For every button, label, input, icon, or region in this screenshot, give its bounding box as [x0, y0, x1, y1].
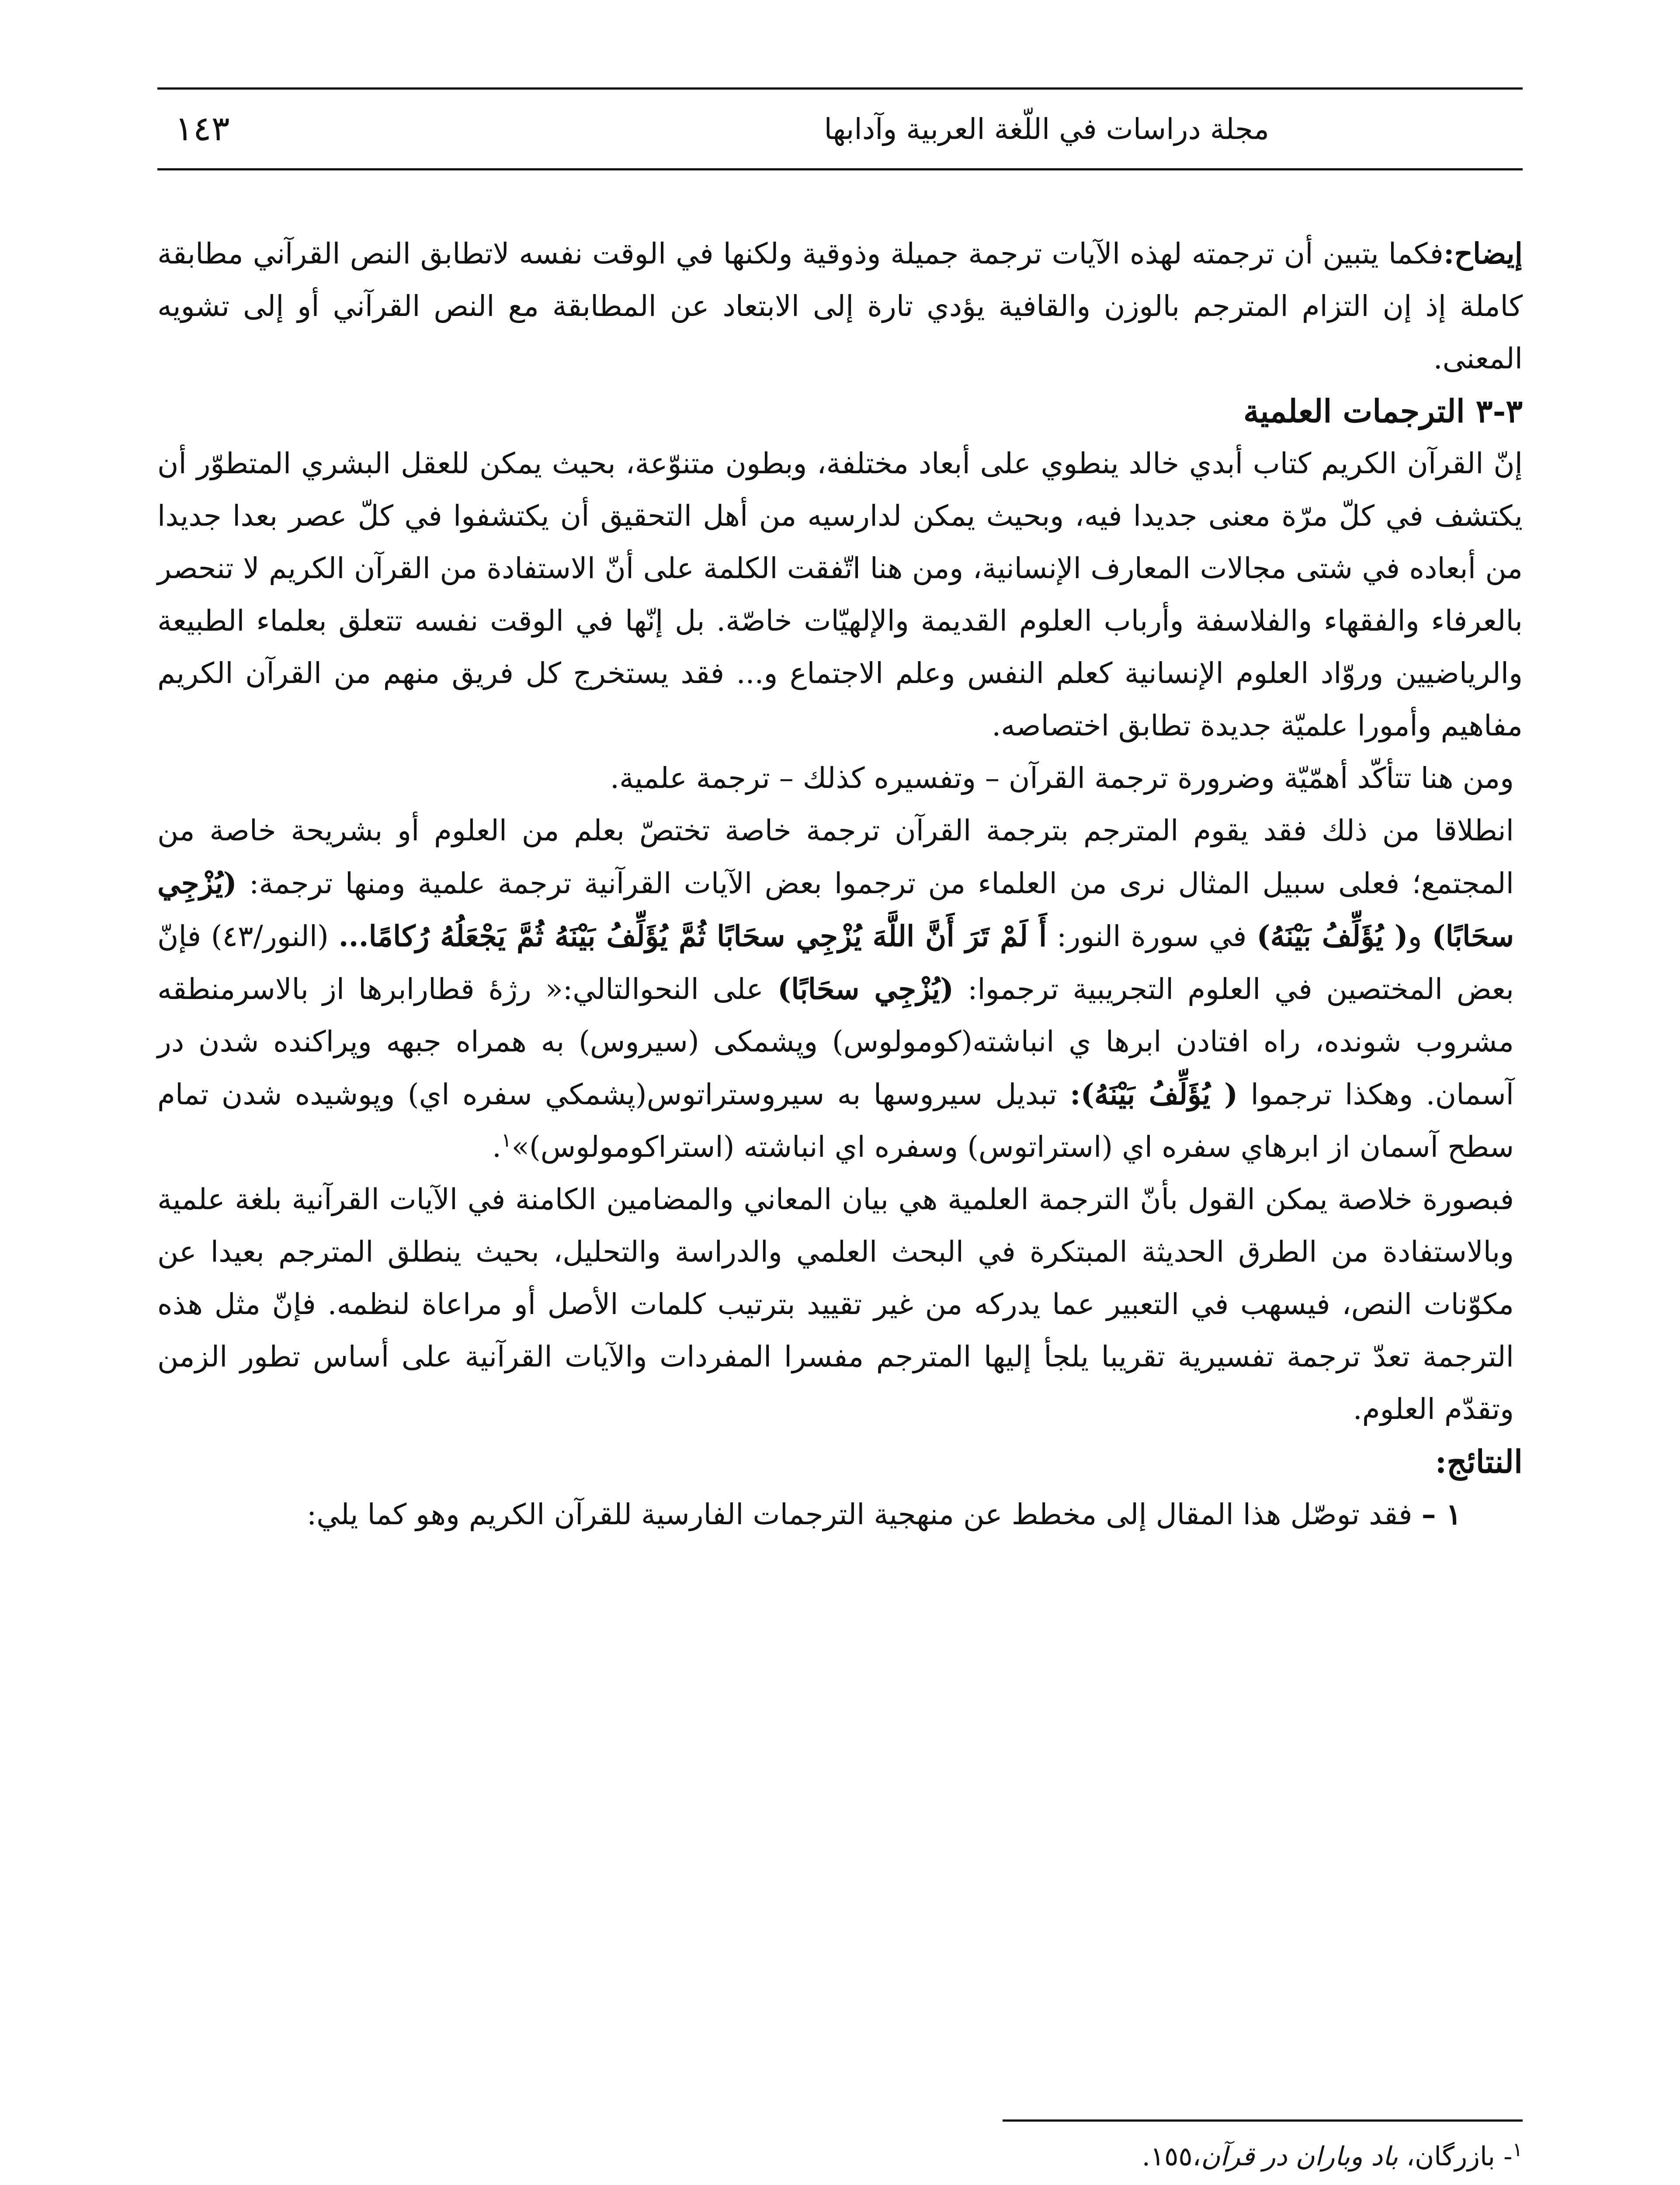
- paragraph-2: ومن هنا تتأكّد أهمّيّة وضرورة ترجمة القرآن – وتفسيره كذلك – ترجمة علمية.: [610, 761, 1514, 795]
- clarify-label: إيضاح:: [1443, 236, 1523, 271]
- footnote-suffix: ،١٥٥.: [1142, 2141, 1201, 2172]
- result-number: ١ –: [1421, 1497, 1461, 1531]
- journal-title: مجلة دراسات في اللّغة العربية وآدابها: [824, 112, 1269, 146]
- footnote-divider: [1003, 2119, 1523, 2122]
- footnote-title: باد وباران در قرآن: [1201, 2141, 1398, 2172]
- paragraph-1: إنّ القرآن الكريم كتاب أبدي خالد ينطوي على أبعاد مختلفة، وبطون متنوّعة، بحيث يمكن للعقل البشري المتطوّر أن يكتشف في كلّ مرّة معنى جديدا فيه، وبحيث يمكن لدارسيه من أهل التحقيق أن يكتشفوا في كلّ عصر بعدا جديدا من أبعاده في شتى مجالات المعارف الإنسانية، ومن هنا اتّفقت الكلمة على أنّ الاستفادة من القرآن الكريم لا تنحصر بالعرفاء والفقهاء والفلاسفة وأرباب العلوم القديمة والإلهيّات خاصّة. بل إنّها في الوقت نفسه تتعلق بعلماء الطبيعة والرياضيين وروّاد العلوم الإنسانية كعلم النفس وعلم الاجتماع و... فقد يستخرج كل فريق منهم من القرآن الكريم مفاهيم وأمورا علميّة جديدة تطابق اختصاصه.: [157, 447, 1523, 742]
- quran-phrase-1: (يُزْجِي سحَابًا): [157, 866, 1514, 953]
- clarify-paragraph: [157, 227, 1523, 385]
- paragraph-3: [157, 805, 1523, 1173]
- clarify-text: فكما يتبين أن ترجمته لهذه الآيات ترجمة جميلة وذوقية ولكنها في الوقت نفسه لاتطابق النص القرآني مطابقة كاملة إذ إن التزام المترجم بالوزن والقافية يؤدي تارة إلى الابتعاد عن المطابقة مع النص القرآني أو إلى تشويه المعنى.: [157, 237, 1523, 375]
- quran-phrase-3: (يُزْجِي سحَابًا): [777, 972, 954, 1006]
- page-number: ١٤٣: [175, 109, 230, 149]
- paragraph-3-end: .: [492, 1130, 501, 1164]
- result-text: فقد توصّل هذا المقال إلى مخطط عن منهجية الترجمات الفارسية للقرآن الكريم وهو كما يلي:: [307, 1498, 1422, 1531]
- result-item-1: [157, 1488, 1523, 1541]
- quran-verse: أَ لَمْ تَرَ أَنَّ اللَّهَ يُزْجِي سحَابًا ثُمَّ يُؤَلِّفُ بَيْنَهُ ثُمَّ يَجْعَلُهُ رُكامًا...: [338, 919, 1047, 953]
- paragraph-3-text-d: (النور/٤٣) فإنّ بعض المختصين في العلوم التجريبية ترجموا:: [157, 919, 1514, 1006]
- paragraph-3-text-b: و: [1408, 919, 1432, 953]
- quran-phrase-4: ( يُؤَلِّفُ بَيْنَهُ):: [1070, 1077, 1238, 1111]
- paragraph-3-text-c: في سورة النور:: [1047, 919, 1257, 953]
- footnote: [157, 2133, 1523, 2181]
- section-heading: ٣-٣ الترجمات العلمية: [1243, 392, 1523, 430]
- quran-phrase-2: ( يُؤَلِّفُ بَيْنَهُ): [1257, 919, 1408, 953]
- footnote-marker: ١: [1512, 2139, 1523, 2161]
- paragraph-3-text-e: على النحوالتالي:« رژۀ قطارابرها از بالاسرمنطقه مشروب شونده، راه افتادن ابرها ي انباشته(كومولوس) وپشمكى (سيروس) به همراه جبهه وپراكنده شدن در آسمان. وهكذا ترجموا: [157, 972, 1514, 1111]
- page-header: [157, 87, 1523, 170]
- results-heading: النتائج:: [1435, 1443, 1523, 1480]
- page-body: [157, 227, 1523, 1541]
- paragraph-4: فبصورة خلاصة يمكن القول بأنّ الترجمة العلمية هي بيان المعاني والمضامين الكامنة في الآيات القرآنية بلغة علمية وبالاستفادة من الطرق الحديثة المبتكرة في البحث العلمي والدراسة والتحليل، بحيث ينطلق المترجم بعيدا عن مكوّنات النص، فيسهب في التعبير عما يدركه من غير تقييد بترتيب كلمات الأصل أو مراعاة لنظمه. فإنّ مثل هذه الترجمة تعدّ ترجمة تفسيرية تقريبا يلجأ إليها المترجم مفسرا المفردات والآيات القرآنية على أساس تطور الزمن وتقدّم العلوم.: [157, 1183, 1514, 1426]
- footnote-ref[interactable]: ١: [501, 1129, 512, 1151]
- paragraph-3-text-f: تبديل سيروسها به سيروستراتوس(پشمكي سفره اي) وپوشيده شدن تمام سطح آسمان از ابرهاي سفره اي (استراتوس) وسفره اي انباشته (استراكومولوس)»: [157, 1078, 1514, 1164]
- footnote-prefix: - بازرگان،: [1398, 2141, 1513, 2172]
- paragraph-3-text-a: انطلاقا من ذلك فقد يقوم المترجم بترجمة القرآن ترجمة خاصة تختصّ بعلم من العلوم أو بشريحة خاصة من المجتمع؛ فعلى سبيل المثال نرى من العلماء من ترجموا بعض الآيات القرآنية ترجمة علمية ومنها ترجمة:: [157, 814, 1514, 900]
